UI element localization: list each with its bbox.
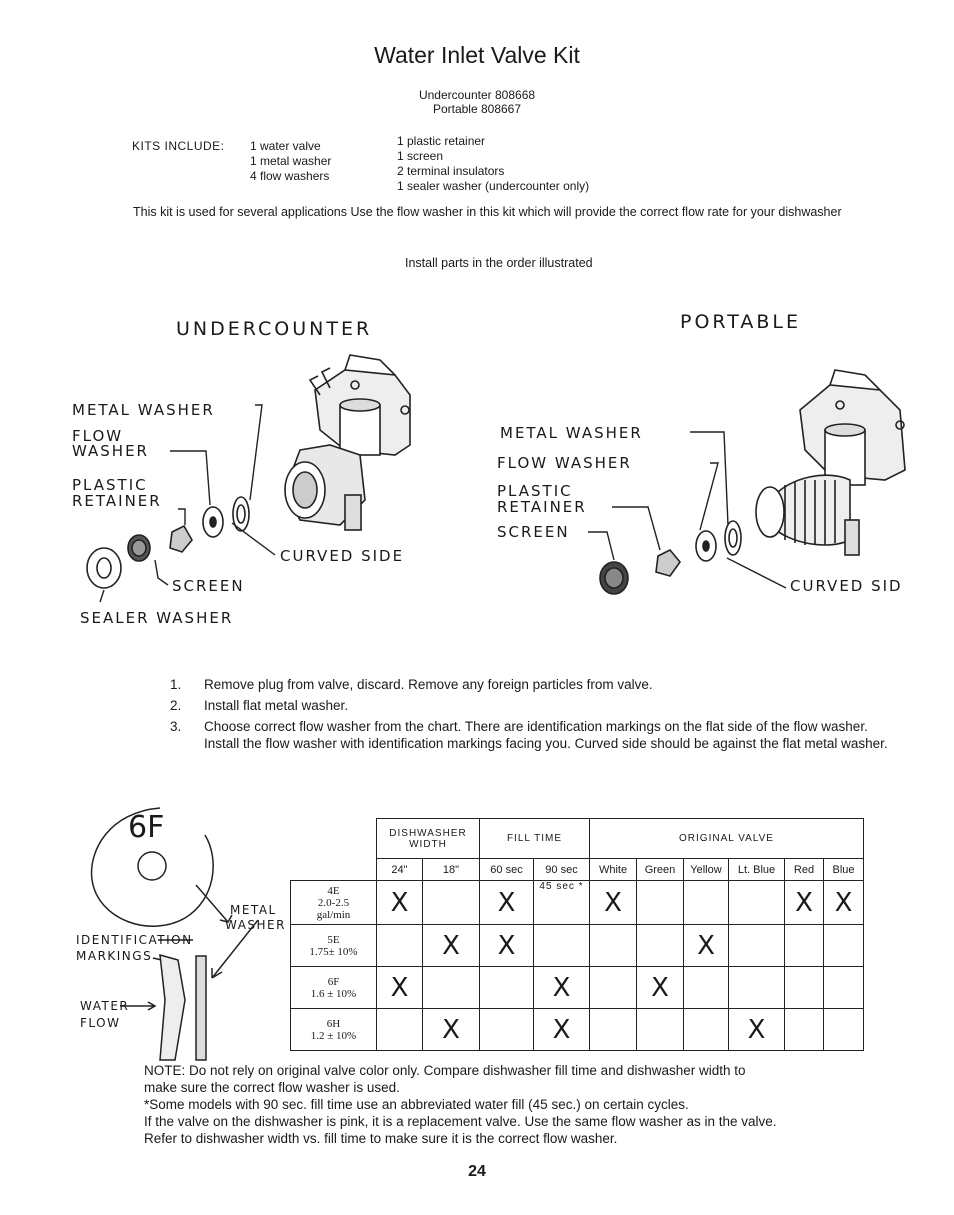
mark-cell xyxy=(785,925,824,967)
kit-item: 2 terminal insulators xyxy=(397,164,505,178)
mark-cell: X xyxy=(684,925,729,967)
table-row xyxy=(291,925,864,967)
label-retainer: RETAINER xyxy=(72,492,162,510)
step-item xyxy=(170,676,900,693)
step-item xyxy=(170,697,900,714)
label-retainer-portable: RETAINER xyxy=(497,498,587,516)
step-text: Choose correct flow washer from the chart. There are identification markings on the flat side of the flow washer. Install the flow washer with identification markings facing you. Curved side should be against the flat metal washer. xyxy=(204,719,888,751)
step-text: Remove plug from valve, discard. Remove any foreign particles from valve. xyxy=(204,677,653,692)
label-metal-washer-portable: METAL WASHER xyxy=(500,424,643,442)
mark-cell: X xyxy=(729,1009,785,1051)
header-original-valve: ORIGINAL VALVE xyxy=(590,819,864,859)
label-markings: MARKINGS xyxy=(76,949,153,963)
model-undercounter: Undercounter 808668 xyxy=(418,88,536,102)
mark-cell xyxy=(824,1009,864,1051)
note-line: Refer to dishwasher width vs. fill time to make sure it is the correct flow washer. xyxy=(144,1131,618,1146)
label-water: WATER xyxy=(80,999,130,1013)
label-screen: SCREEN xyxy=(172,577,245,595)
mark-cell: X xyxy=(377,881,423,925)
mark-cell: X xyxy=(423,1009,480,1051)
subheader-cell: Blue xyxy=(824,859,864,881)
mark-cell xyxy=(590,925,637,967)
mark-cell: X xyxy=(534,967,590,1009)
washer-spec: 6H 1.2 ± 10% xyxy=(291,1009,377,1051)
subheader-cell: White xyxy=(590,859,637,881)
step-number: 1. xyxy=(170,677,182,692)
washer-hole xyxy=(138,852,166,880)
mark-cell xyxy=(824,925,864,967)
mark-cell: X xyxy=(377,967,423,1009)
label-washer-fig: WASHER xyxy=(225,918,286,932)
mark-cell xyxy=(480,1009,534,1051)
mark-cell xyxy=(590,967,637,1009)
subheader-cell: Yellow xyxy=(684,859,729,881)
mark-cell xyxy=(729,925,785,967)
instruction-steps xyxy=(170,676,900,756)
flow-washer-chart xyxy=(290,818,864,1051)
washer-spec: 4E 2.0-2.5 gal/min xyxy=(291,881,377,925)
note-line: *Some models with 90 sec. fill time use an abbreviated water fill (45 sec.) on certain cycles. xyxy=(144,1097,689,1112)
kit-item: 1 water valve xyxy=(250,139,321,153)
intro-text: This kit is used for several applications Use the flow washer in this kit which will provide the correct flow rate for your dishwasher xyxy=(133,205,842,219)
subheader-cell: 90 sec xyxy=(534,859,590,881)
mark-cell xyxy=(785,1009,824,1051)
kits-include-label: KITS INCLUDE: xyxy=(132,139,225,153)
undercounter-heading: UNDERCOUNTER xyxy=(176,318,373,340)
mark-cell-45 xyxy=(534,881,590,925)
kit-item: 1 plastic retainer xyxy=(397,134,486,148)
label-metal: METAL xyxy=(230,903,277,917)
mark-cell xyxy=(377,925,423,967)
metal-washer-section xyxy=(196,956,206,1060)
page-number: 24 xyxy=(468,1163,486,1180)
page-title: Water Inlet Valve Kit xyxy=(374,42,580,68)
portable-valve-illustration xyxy=(756,370,905,555)
header-width: DISHWASHER WIDTH xyxy=(377,819,480,859)
note-line: make sure the correct flow washer is used. xyxy=(144,1080,400,1095)
mark-cell: X xyxy=(637,967,684,1009)
step-item xyxy=(170,718,900,752)
mark-cell: X xyxy=(480,925,534,967)
mark-cell: X xyxy=(785,881,824,925)
mark-cell: X xyxy=(590,881,637,925)
table-row xyxy=(291,1009,864,1051)
label-flow-washer-portable: FLOW WASHER xyxy=(497,454,632,472)
note-line: If the valve on the dishwasher is pink, it is a replacement valve. Use the same flow washer as in the valve. xyxy=(144,1114,777,1129)
portable-heading: PORTABLE xyxy=(680,311,801,333)
kit-item: 1 sealer washer (undercounter only) xyxy=(397,179,590,193)
label-screen-portable: SCREEN xyxy=(497,523,570,541)
label-plastic-portable: PLASTIC xyxy=(497,482,573,500)
kit-item: 1 screen xyxy=(397,149,444,163)
mark-cell xyxy=(637,1009,684,1051)
undercounter-parts xyxy=(87,497,249,588)
note-block xyxy=(144,1062,914,1147)
mark-cell xyxy=(423,881,480,925)
mark-cell xyxy=(534,925,590,967)
mark-cell: X xyxy=(824,881,864,925)
label-curved-side-portable: CURVED SID xyxy=(790,577,903,595)
table-row xyxy=(291,881,864,925)
install-note: Install parts in the order illustrated xyxy=(405,256,593,270)
subheader-cell: 60 sec xyxy=(480,859,534,881)
subheader-cell: Lt. Blue xyxy=(729,859,785,881)
mark-cell xyxy=(684,1009,729,1051)
mark-cell: X xyxy=(423,925,480,967)
kit-item: 4 flow washers xyxy=(250,169,330,183)
mark-cell xyxy=(785,967,824,1009)
mark-cell xyxy=(590,1009,637,1051)
washer-spec: 5E 1.75± 10% xyxy=(291,925,377,967)
mark-cell xyxy=(729,881,785,925)
flow-washer-section xyxy=(160,955,185,1060)
mark-cell xyxy=(637,881,684,925)
metal-washer-leader xyxy=(196,885,232,922)
label-sealer-washer: SEALER WASHER xyxy=(80,609,234,627)
label-plastic: PLASTIC xyxy=(72,476,148,494)
mark-cell: X xyxy=(480,881,534,925)
subheader-cell: 18" xyxy=(423,859,480,881)
mark-cell xyxy=(637,925,684,967)
label-curved-side: CURVED SIDE xyxy=(280,547,405,565)
label-flow-fig: FLOW xyxy=(80,1016,121,1030)
step-number: 2. xyxy=(170,698,182,713)
label-identification: IDENTIFICATION xyxy=(76,933,193,947)
washer-code: 6F xyxy=(128,810,165,845)
mark-cell xyxy=(684,967,729,1009)
mark-cell xyxy=(377,1009,423,1051)
mark-cell xyxy=(684,881,729,925)
mark-cell xyxy=(729,967,785,1009)
label-flow: FLOW xyxy=(72,427,124,445)
subheader-cell: Green xyxy=(637,859,684,881)
note-line: NOTE: Do not rely on original valve color only. Compare dishwasher fill time and dishwasher width to xyxy=(144,1063,746,1078)
mark-cell xyxy=(824,967,864,1009)
label-washer: WASHER xyxy=(72,442,149,460)
undercounter-valve-illustration xyxy=(285,355,410,530)
header-fill-time: FILL TIME xyxy=(480,819,590,859)
mark-cell xyxy=(480,967,534,1009)
step-text: Install flat metal washer. xyxy=(204,698,349,713)
model-portable: Portable 808667 xyxy=(432,102,522,116)
table-row xyxy=(291,967,864,1009)
mark-cell xyxy=(423,967,480,1009)
note-45-sec: 45 sec * xyxy=(539,881,584,892)
mark-cell: X xyxy=(534,1009,590,1051)
washer-spec: 6F 1.6 ± 10% xyxy=(291,967,377,1009)
step-number: 3. xyxy=(170,719,182,734)
subheader-cell: Red xyxy=(785,859,824,881)
portable-parts xyxy=(600,521,741,594)
subheader-cell: 24" xyxy=(377,859,423,881)
label-metal-washer: METAL WASHER xyxy=(72,401,215,419)
kit-item: 1 metal washer xyxy=(250,154,332,168)
